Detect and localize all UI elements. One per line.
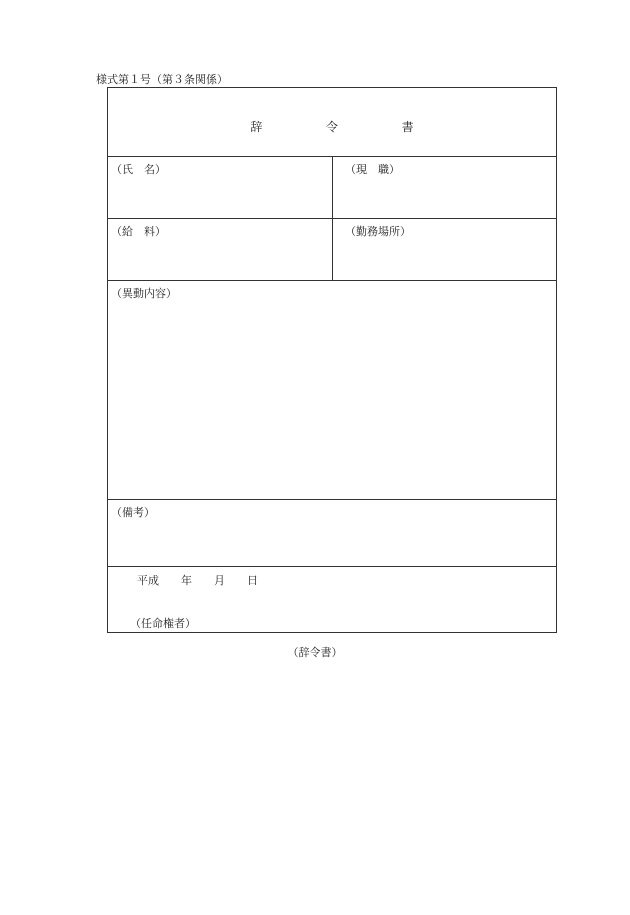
transfer-details-row bbox=[108, 280, 556, 500]
remarks-label: （備考） bbox=[111, 506, 155, 519]
title-row bbox=[108, 88, 556, 156]
current-position-cell bbox=[333, 157, 556, 219]
workplace-cell bbox=[333, 219, 556, 281]
date-line: 平成 年 月 日 bbox=[137, 574, 258, 587]
appointment-form bbox=[107, 87, 557, 633]
remarks-row bbox=[108, 499, 556, 567]
title-char-2: 令 bbox=[325, 120, 338, 134]
title-char-1: 辞 bbox=[250, 120, 263, 134]
date-authority-row bbox=[108, 566, 556, 632]
name-position-row bbox=[108, 156, 556, 219]
name-label: （氏 名） bbox=[111, 163, 166, 176]
salary-workplace-row bbox=[108, 218, 556, 281]
name-cell bbox=[108, 157, 332, 219]
form-caption: （辞令書） bbox=[287, 646, 343, 659]
current-position-label: （現 職） bbox=[345, 163, 400, 176]
salary-cell bbox=[108, 219, 332, 281]
workplace-label: （勤務場所） bbox=[345, 225, 411, 238]
form-number: 様式第１号（第３条関係） bbox=[96, 73, 228, 86]
appointing-authority: （任命権者） bbox=[130, 617, 196, 630]
salary-label: （給 料） bbox=[111, 225, 166, 238]
transfer-details-label: （異動内容） bbox=[111, 287, 177, 300]
title-char-3: 書 bbox=[401, 120, 414, 134]
form-title bbox=[108, 118, 556, 135]
